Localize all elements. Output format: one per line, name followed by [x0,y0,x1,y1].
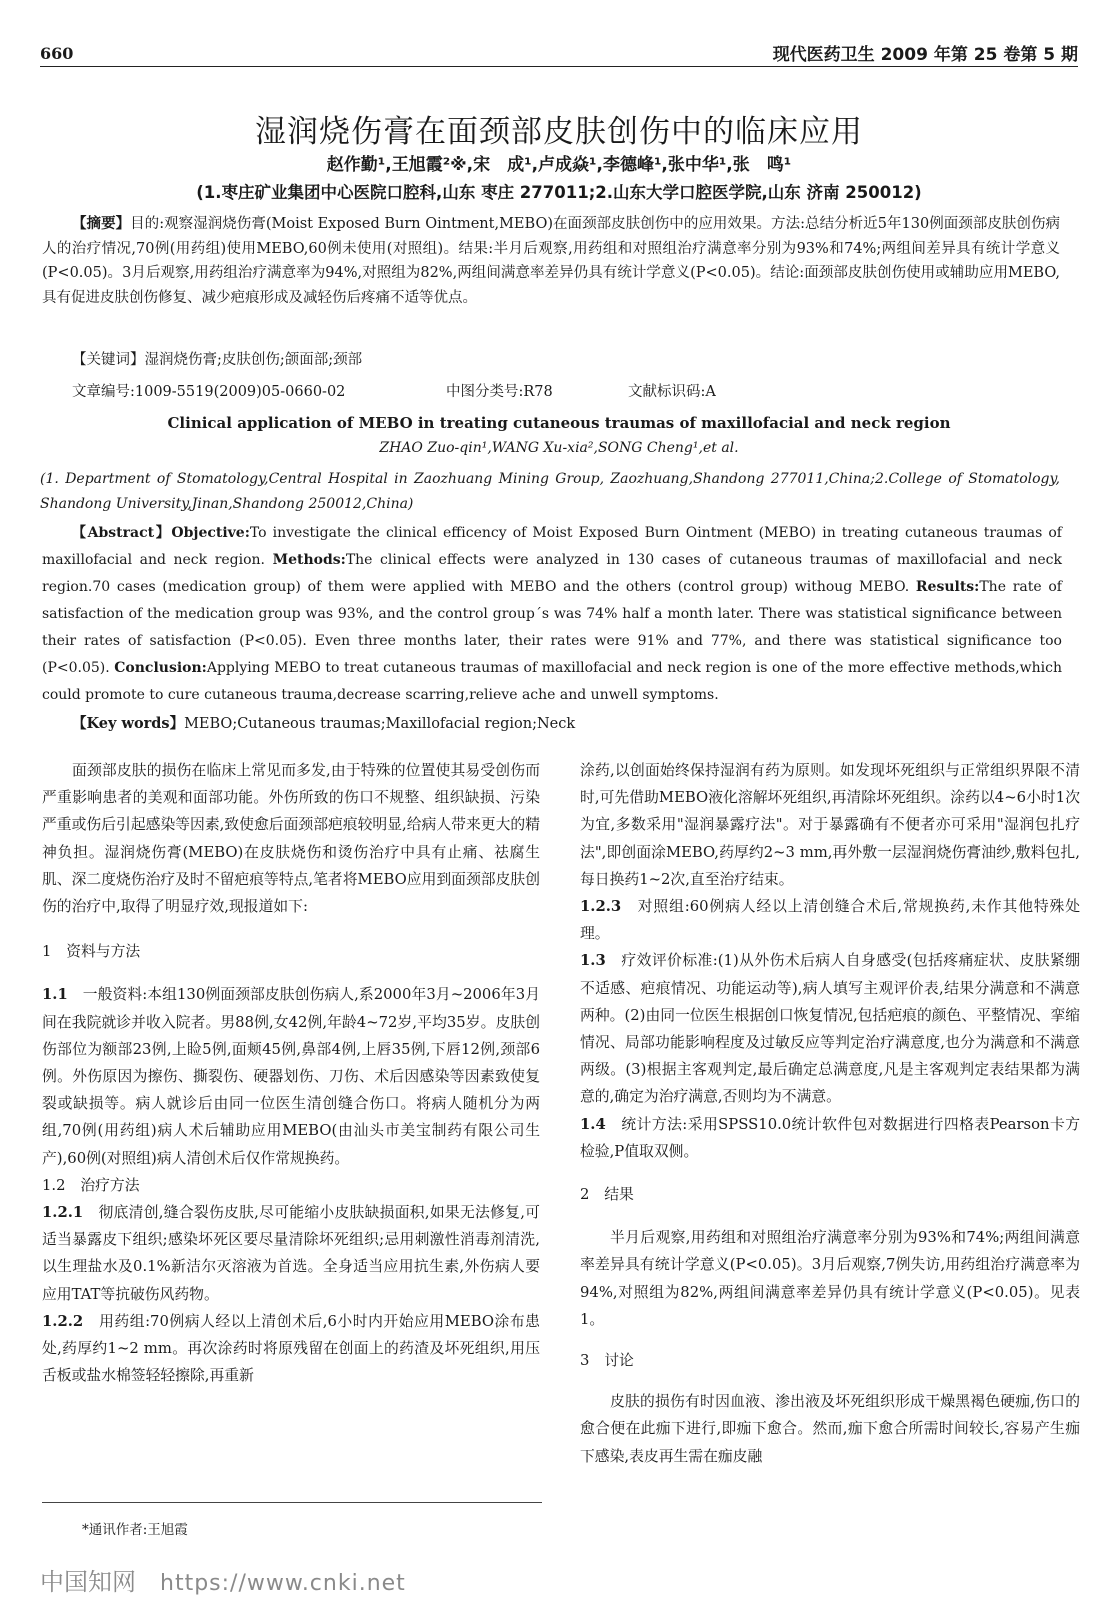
affiliation: (1.枣庄矿业集团中心医院口腔科,山东 枣庄 277011;2.山东大学口腔医学院,山东 济南 250012) [196,183,922,202]
subsection-1-2-3 [580,893,1080,947]
chinese-keywords: 【关键词】湿润烧伤膏;皮肤创伤;颌面部;颈部 [72,352,363,368]
english-abstract [42,520,1062,709]
authors: 赵作勤¹,王旭霞²※,宋 成¹,卢成焱¹,李德峰¹,张中华¹,张 鸣¹ [326,155,792,175]
english-authors: ZHAO Zuo-qin¹,WANG Xu-xia²,SONG Cheng¹,et al. [379,440,739,456]
subsection-label: 1.1 [42,986,83,1004]
subsection-heading: 1.2 治疗方法 [42,1176,140,1194]
english-affiliation: (1. Department of Stomatology,Central Hospital in Zaozhuang Mining Group, Zaozhuang,Shandong 277011,China;2.College of Stomatology, Shandong University,Jinan,Shandong 250012,China) [40,471,1060,512]
objective-text: To investigate the clinical efficency of Moist Exposed Burn Ointment (MEBO) in treating cutaneous traumas of maxillofacial and neck region. [42,525,1062,568]
document-code: 文献标识码:A [628,384,716,400]
section-heading: 3 讨论 [580,1352,634,1370]
subsection-1-2-2 [42,1308,540,1390]
page-number: 660 [40,44,74,63]
subsection-text: 疗效评价标准:(1)从外伤术后病人自身感受(包括疼痛症状、皮肤紧绷不适感、疤痕情况、功能运动等),病人填写主观评价表,结果分满意和不满意两种。(2)由同一位医生根据创口恢复情况,包括疤痕的颜色、平整情况、挛缩情况、局部功能影响程度及过敏反应等判定治疗满意度,也分为满意和不满意两级。(3)根据主客观判定,最后确定总满意度,凡是主客观判定表结果都为满意的,确定为治疗满意,否则均为不满意。 [580,952,1080,1106]
en-abstract-label: 【Abstract】 [72,525,172,541]
objective-label: Objective: [171,525,250,541]
watermark-brand: 中国知网 [40,1568,136,1596]
section-heading: 2 结果 [580,1186,634,1204]
journal-header: 现代医药卫生 2009 年第 25 卷第 5 期 [772,45,1078,65]
footnote-rule [42,1502,542,1503]
watermark-url: https://www.cnki.net [160,1571,406,1596]
corresponding-author-note: *通讯作者:王旭霞 [82,1522,188,1538]
intro-paragraph: 面颈部皮肤的损伤在临床上常见而多发,由于特殊的位置使其易受创伤而严重影响患者的美观和面部功能。外伤所致的伤口不规整、组织缺损、污染严重或伤后引起感染等因素,致使愈后面颈部疤痕较明显,给病人带来更大的精神负担。湿润烧伤膏(MEBO)在皮肤烧伤和烫伤治疗中具有止痛、祛腐生肌、深二度烧伤治疗及时不留疤痕等特点,笔者将MEBO应用到面颈部皮肤创伤的治疗中,取得了明显疗效,现报道如下: [42,762,540,916]
subsection-1-2-1 [42,1199,540,1308]
left-column [42,757,540,1389]
header-rule [40,66,1078,67]
cnki-watermark [40,1562,406,1597]
conclusion-label: Conclusion: [114,660,207,676]
subsection-text: 对照组:60例病人经以上清创缝合术后,常规换药,未作其他特殊处理。 [580,898,1080,943]
section-heading: 1 资料与方法 [42,943,141,961]
continued-paragraph: 涂药,以创面始终保持湿润有药为原则。如发现坏死组织与正常组织界限不清时,可先借助MEBO液化溶解坏死组织,再清除坏死组织。涂药以4~6小时1次为宜,多数采用"湿润暴露疗法"。对于暴露确有不便者亦可采用"湿润包扎疗法",即创面涂MEBO,药厚约2~3 mm,再外敷一层湿润烧伤膏油纱,敷料包扎,每日换药1~2次,直至治疗结束。 [580,762,1080,888]
subsection-text: 统计方法:采用SPSS10.0统计软件包对数据进行四格表Pearson卡方检验,P值取双侧。 [580,1115,1081,1160]
conclusion-text: Applying MEBO to treat cutaneous traumas of maxillofacial and neck region is one of the more effective methods,which could promote to cure cutaneous trauma,decrease scarring,relieve ache and unwell symptoms. [42,660,1062,703]
subsection-label: 1.2.2 [42,1312,100,1330]
en-keywords-text: MEBO;Cutaneous traumas;Maxillofacial region;Neck [184,716,576,732]
english-keywords [72,712,575,733]
chinese-abstract [42,212,1060,310]
results-text: The rate of satisfaction of the medication group was 93%, and the control group´s was 74% half a month later. There was statistical significance between their rates of satisfaction (P<0.05). Even three months later, their rates were 91% and 77%, and there was statistical significance too (P<0.05). [42,579,1062,676]
discussion-paragraph: 皮肤的损伤有时因血液、渗出液及坏死组织形成干燥黑褐色硬痂,伤口的愈合便在此痂下进行,即痂下愈合。然而,痂下愈合所需时间较长,容易产生痂下感染,表皮再生需在痂皮融 [580,1393,1080,1465]
en-keywords-label: 【Key words】 [72,715,185,732]
abstract-label: 【摘要】 [72,215,131,232]
subsection-1-1 [42,981,540,1171]
subsection-1-4 [580,1111,1080,1165]
methods-label: Methods: [272,552,346,568]
subsection-text: 一般资料:本组130例面颈部皮肤创伤病人,系2000年3月~2006年3月间在我院就诊并收入院者。男88例,女42例,年龄4~72岁,平均35岁。皮肤创伤部位为额部23例,上睑5例,面颊45例,鼻部4例,上唇35例,下唇12例,颈部6例。外伤原因为擦伤、撕裂伤、硬器划伤、刀伤、术后因感染等因素致使复裂或缺损等。病人就诊后由同一位医生清创缝合伤口。将病人随机分为两组,70例(用药组)病人术后辅助应用MEBO(由汕头市美宝制药有限公司生产),60例(对照组)病人清创术后仅作常规换药。 [42,986,540,1167]
results-paragraph: 半月后观察,用药组和对照组治疗满意率分别为93%和74%;两组间满意率差异具有统计学意义(P<0.05)。3月后观察,7例失访,用药组治疗满意率为94%,对照组为82%,两组间满意率差异仍具有统计学意义(P<0.05)。见表1。 [580,1229,1080,1328]
results-label: Results: [915,579,980,595]
subsection-label: 1.3 [580,952,622,970]
subsection-text: 彻底清创,缝合裂伤皮肤,尽可能缩小皮肤缺损面积,如果无法修复,可适当暴露皮下组织;感染坏死区要尽量清除坏死组织;忌用刺激性消毒剂清洗,以生理盐水及0.1%新洁尔灭溶液为首选。全身适当应用抗生素,外伤病人要应用TAT等抗破伤风药物。 [42,1204,540,1303]
english-title: Clinical application of MEBO in treating cutaneous traumas of maxillofacial and neck region [167,414,951,432]
right-column [580,757,1080,1470]
subsection-label: 1.2.3 [580,898,638,916]
subsection-text: 用药组:70例病人经以上清创术后,6小时内开始应用MEBO涂布患处,药厚约1~2 mm。再次涂药时将原残留在创面上的药渣及坏死组织,用压舌板或盐水棉签轻轻擦除,再重新 [42,1312,540,1385]
subsection-1-3 [580,947,1080,1110]
methods-text: The clinical effects were analyzed in 130 cases of cutaneous traumas of maxillofacial and neck region.70 cases (medication group) of them were applied with MEBO and the others (control group) withoug MEBO. [42,552,1062,595]
subsection-label: 1.2.1 [42,1204,99,1222]
clc-number: 中图分类号:R78 [446,384,553,400]
article-number: 文章编号:1009-5519(2009)05-0660-02 [72,384,346,400]
subsection-label: 1.4 [580,1115,622,1133]
abstract-text: 目的:观察湿润烧伤膏(Moist Exposed Burn Ointment,MEBO)在面颈部皮肤创伤中的应用效果。方法:总结分析近5年130例面颈部皮肤创伤病人的治疗情况,70例(用药组)使用MEBO,60例未使用(对照组)。结果:半月后观察,用药组和对照组治疗满意率分别为93%和74%;两组间差异具有统计学意义(P<0.05)。3月后观察,用药组治疗满意率为94%,对照组为82%,两组间满意率差异仍具有统计学意义(P<0.05)。结论:面颈部皮肤创伤使用或辅助应用MEBO,具有促进皮肤创伤修复、减少疤痕形成及减轻伤后疼痛不适等优点。 [42,216,1060,306]
article-title: 湿润烧伤膏在面颈部皮肤创伤中的临床应用 [255,114,863,150]
